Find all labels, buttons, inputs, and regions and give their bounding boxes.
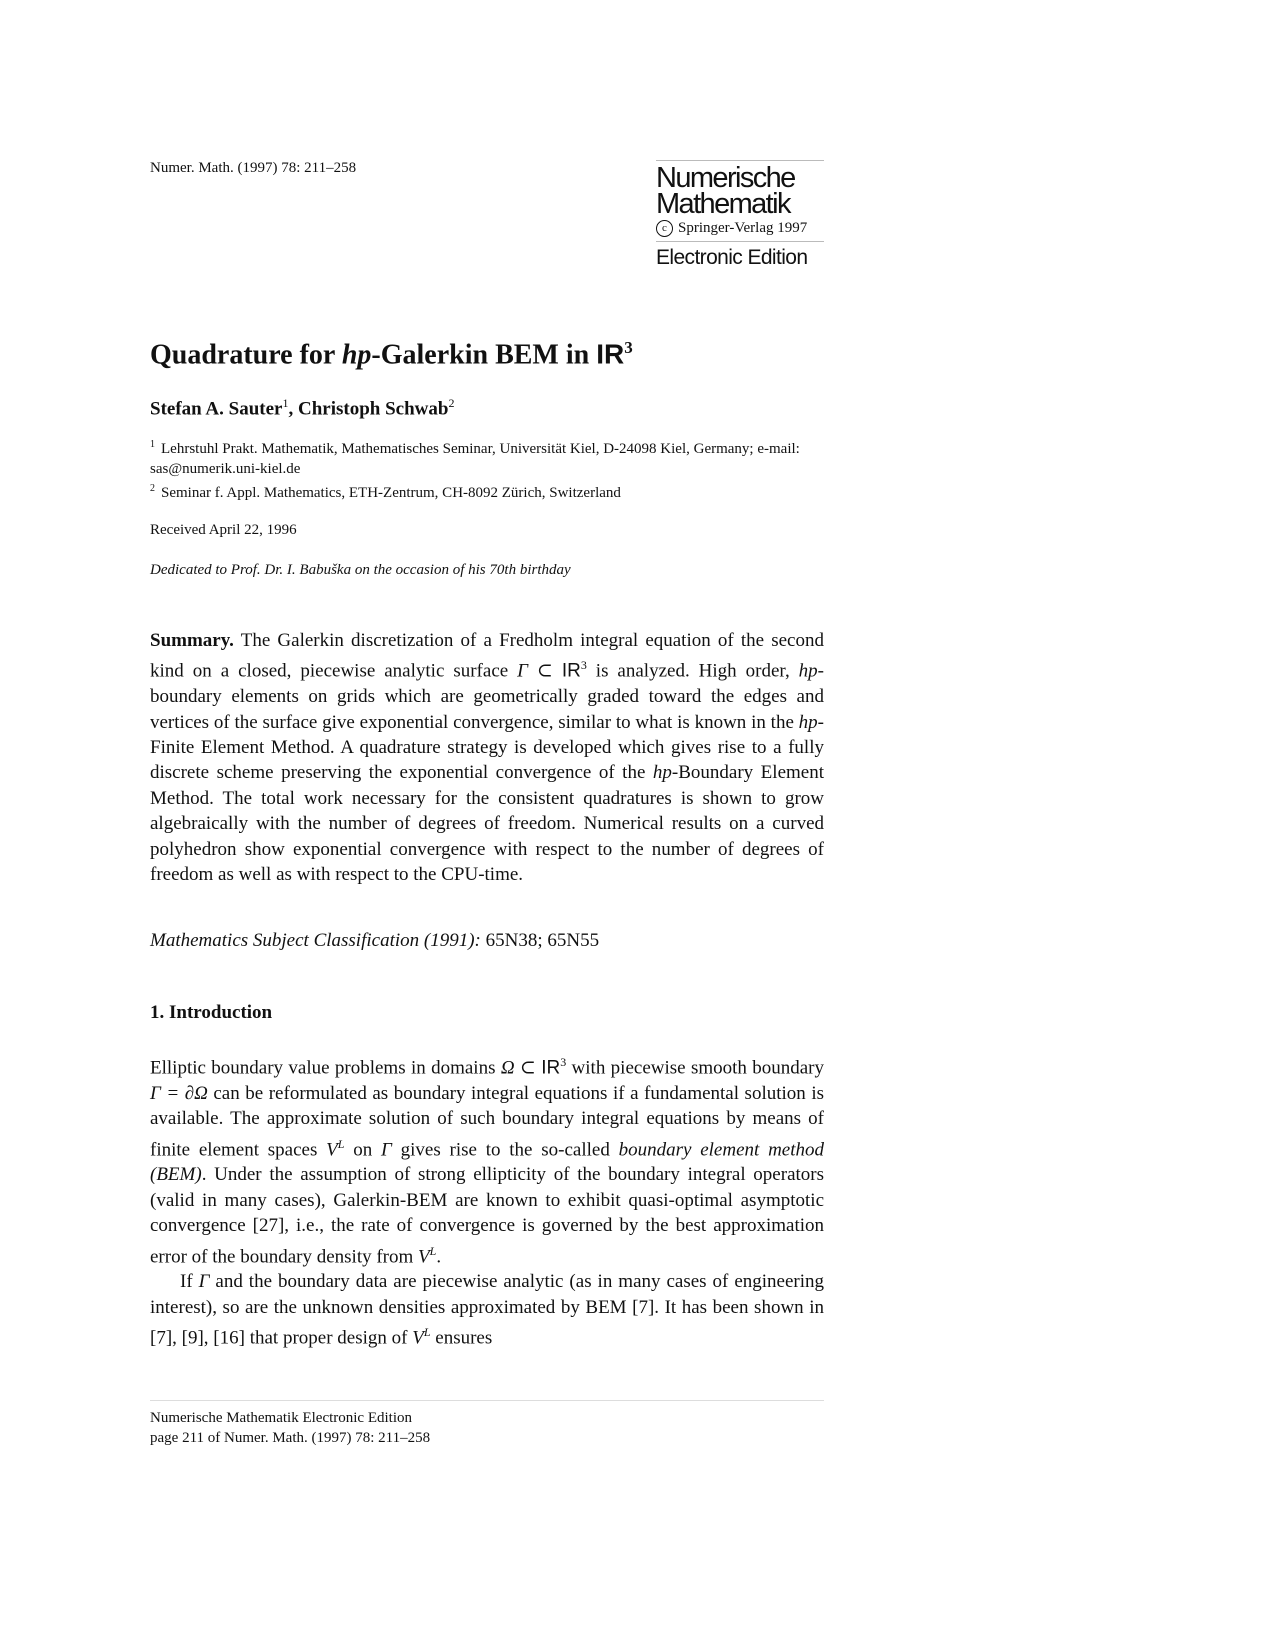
author-1: Stefan A. Sauter	[150, 398, 283, 420]
msc-codes: 65N38; 65N55	[480, 930, 600, 951]
title-text-2: -Galerkin BEM in	[371, 339, 597, 371]
dedication: Dedicated to Prof. Dr. I. Babuška on the occasion of his 70th birthday	[150, 562, 571, 578]
title-reals-symbol: IR	[596, 338, 625, 370]
received-date: Received April 22, 1996	[150, 522, 297, 538]
footer-line-2: page 211 of Numer. Math. (1997) 78: 211–258	[150, 1430, 431, 1446]
intro-text: .	[436, 1245, 442, 1267]
intro-text: and the boundary data are piecewise analytic (as in many cases of engineering interest), so are the unknown densities approximated by BEM [7]. It has been shown in [7], [9], [16] that proper design of	[150, 1271, 825, 1349]
affiliation-2-mark: 2	[150, 483, 155, 494]
affiliations	[150, 435, 830, 504]
author-1-mark: 1	[282, 396, 289, 410]
math-V: V	[418, 1245, 430, 1267]
masthead-title	[656, 162, 824, 220]
math-L: L	[337, 1136, 345, 1151]
subject-classification	[150, 930, 599, 952]
math-gamma: Γ	[381, 1138, 392, 1160]
intro-text: ensures	[430, 1327, 493, 1349]
math-V: V	[412, 1327, 424, 1349]
author-2-mark: 2	[448, 396, 455, 410]
summary-text: The Galerkin discretization of a Fredholm integral equation of the second kind on a closed, piecewise analytic surface	[150, 630, 824, 682]
section-heading: 1. Introduction	[150, 1002, 273, 1023]
affiliation-1-text: Lehrstuhl Prakt. Mathematik, Mathematisches Seminar, Universität Kiel, D-24098 Kiel, Germany; e-mail: sas@numerik.uni-kiel.de	[150, 441, 800, 477]
math-boundary-equation: Γ = ∂Ω	[150, 1082, 208, 1104]
copyright-icon: c	[656, 220, 673, 237]
math-hp: hp	[798, 711, 818, 733]
journal-masthead	[656, 160, 824, 270]
paper-title	[150, 338, 633, 371]
math-hp: hp	[652, 762, 672, 784]
math-omega: Ω	[500, 1057, 515, 1079]
math-subset: ⊂	[514, 1057, 542, 1079]
intro-text: If	[180, 1271, 199, 1293]
math-exponent: 3	[580, 658, 587, 673]
intro-paragraph-1	[150, 1050, 824, 1269]
summary-text: -boundary elements on grids which are geometrically graded toward the edges and vertices of the surface give exponential convergence, similar to what is known in the	[150, 660, 824, 733]
bem-term: boundary element method (BEM)	[150, 1138, 825, 1186]
journal-reference: Numer. Math. (1997) 78: 211–258	[150, 160, 357, 176]
summary-text: -Finite Element Method. A quadrature strategy is developed which gives rise to a fully discrete scheme preserving the exponential convergence of the	[150, 711, 824, 784]
intro-text: with piecewise smooth boundary	[566, 1057, 825, 1079]
math-L: L	[423, 1325, 431, 1340]
footer-line-1: Numerische Mathematik Electronic Edition	[150, 1410, 413, 1426]
introduction-body	[150, 1050, 824, 1351]
math-exponent: 3	[560, 1055, 567, 1069]
author-list	[150, 396, 454, 420]
affiliation-2-text: Seminar f. Appl. Mathematics, ETH-Zentrum, CH-8092 Zürich, Switzerland	[161, 485, 621, 501]
math-V: V	[326, 1138, 338, 1160]
math-reals-symbol: IR	[561, 660, 581, 682]
affiliation-2	[150, 479, 830, 504]
math-subset: ⊂	[527, 660, 562, 682]
copyright-text: Springer-Verlag 1997	[678, 220, 808, 236]
intro-paragraph-2	[150, 1269, 824, 1351]
page-footer	[150, 1400, 824, 1448]
intro-text: Elliptic boundary value problems in domains	[150, 1057, 501, 1079]
affiliation-1	[150, 435, 830, 479]
masthead-copyright	[656, 220, 824, 242]
summary-text: -Boundary Element Method. The total work necessary for the consistent quadratures is shown to grow algebraically with the number of degrees of freedom. Numerical results on a curved polyhedron show exponential convergence with respect to the number of degrees of freedom as well as with respect to the CPU-time.	[150, 762, 824, 885]
author-separator: ,	[288, 398, 298, 420]
intro-text: . Under the assumption of strong ellipticity of the boundary integral operators (valid in many cases), Galerkin-BEM are known to exhibit quasi-optimal asymptotic convergence [27], i.e., the rate of convergence is governed by the best approximation error of the boundary density from	[150, 1164, 824, 1267]
title-hp: hp	[341, 339, 372, 371]
math-reals-symbol: IR	[541, 1057, 561, 1079]
msc-label: Mathematics Subject Classification (1991):	[150, 930, 481, 951]
title-text: Quadrature for	[150, 339, 342, 371]
summary-text: is analyzed. High order,	[586, 660, 799, 682]
title-exponent: 3	[624, 338, 633, 357]
math-gamma: Γ	[517, 660, 528, 682]
intro-text: gives rise to the so-called	[391, 1138, 619, 1160]
math-L: L	[429, 1243, 437, 1258]
masthead-edition: Electronic Edition	[656, 246, 808, 269]
summary-paragraph	[150, 628, 824, 887]
author-2: Christoph Schwab	[297, 398, 449, 420]
intro-text: can be reformulated as boundary integral equations if a fundamental solution is available. The approximate solution of such boundary integral equations by means of finite element spaces	[150, 1082, 824, 1160]
math-hp: hp	[798, 660, 818, 682]
math-gamma: Γ	[198, 1271, 210, 1293]
affiliation-1-mark: 1	[150, 439, 155, 450]
masthead-line-2: Mathematik	[656, 188, 790, 220]
masthead-line-1: Numerische	[656, 162, 795, 194]
summary-label: Summary.	[150, 630, 234, 651]
intro-text: on	[344, 1138, 382, 1160]
